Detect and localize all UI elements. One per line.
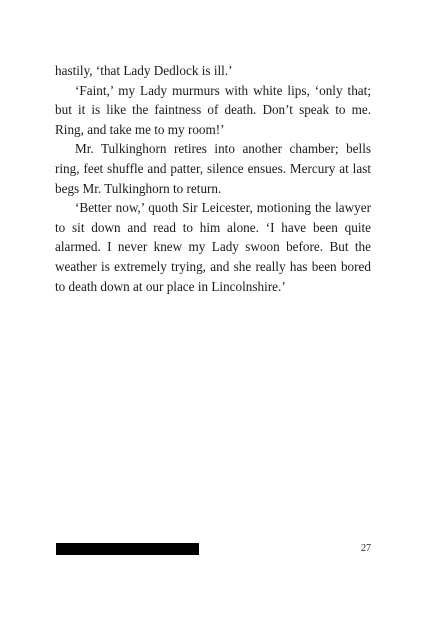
page-number: 27 — [361, 543, 371, 554]
paragraph-3: Mr. Tulkinghorn retires into another chamber; bells ring, feet shuffle and patter, silence ensues. Mercury at last begs Mr. Tulkinghorn to return. — [55, 141, 371, 196]
body-text — [55, 61, 371, 296]
paragraph-2: ‘Faint,’ my Lady murmurs with white lips, ‘only that; but it is like the faintness of death. Don’t speak to me. Ring, and take me to my room!’ — [55, 82, 371, 137]
paragraph-1: hastily, ‘that Lady Dedlock is ill.’ — [55, 63, 233, 78]
redaction-bar — [56, 543, 199, 555]
paragraph-4: ‘Better now,’ quoth Sir Leicester, motioning the lawyer to sit down and read to him alone. ‘I have been quite alarmed. I never knew my Lady swoon before. But the weather is extremely trying, and she really has been bored to death down at our place in Lincolnshire.’ — [55, 200, 371, 294]
